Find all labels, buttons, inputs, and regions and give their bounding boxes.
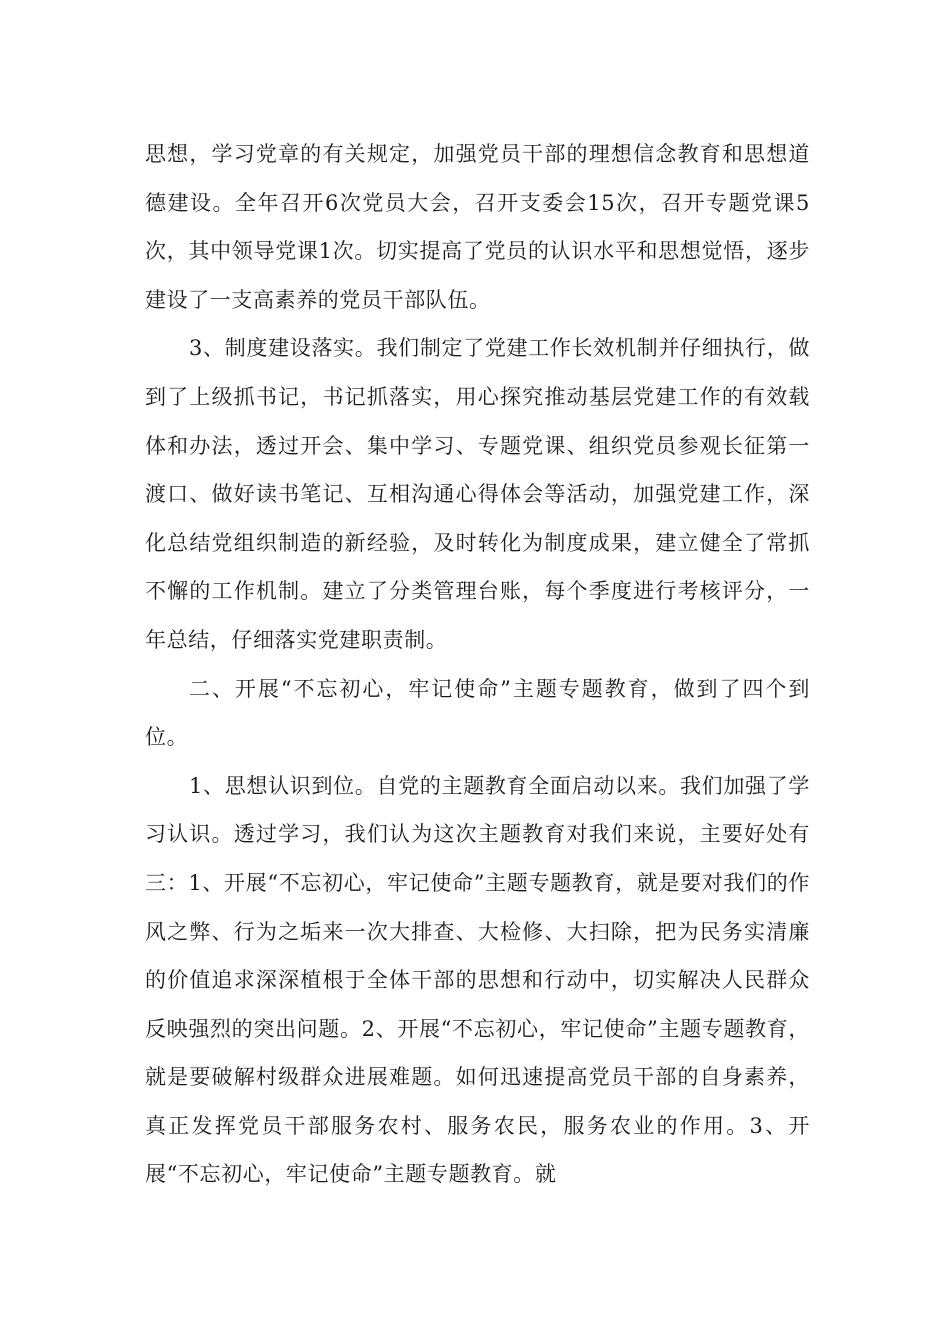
document-body — [145, 130, 810, 1199]
paragraph-2: 3、制度建设落实。我们制定了党建工作长效机制并仔细执行，做到了上级抓书记，书记抓落实，用心探究推动基层党建工作的有效载体和办法，透过开会、集中学习、专题党课、组织党员参观长征第一渡口、做好读书笔记、互相沟通心得体会等活动，加强党建工作，深化总结党组织制造的新经验，及时转化为制度成果，建立健全了常抓不懈的工作机制。建立了分类管理台账，每个季度进行考核评分，一年总结，仔细落实党建职责制。 — [145, 336, 810, 652]
paragraph-3: 二、开展“不忘初心，牢记使命”主题专题教育，做到了四个到位。 — [145, 676, 810, 750]
paragraph-1: 思想，学习党章的有关规定，加强党员干部的理想信念教育和思想道德建设。全年召开6次党员大会，召开支委会15次，召开专题党课5次，其中领导党课1次。切实提高了党员的认识水平和思想觉悟，逐步建设了一支高素养的党员干部队伍。 — [145, 142, 810, 312]
paragraph-4: 1、思想认识到位。自党的主题教育全面启动以来。我们加强了学习认识。透过学习，我们认为这次主题教育对我们来说，主要好处有三：1、开展“不忘初心，牢记使命”主题专题教育，就是要对我们的作风之弊、行为之垢来一次大排查、大检修、大扫除，把为民务实清廉的价值追求深深植根于全体干部的思想和行动中，切实解决人民群众反映强烈的突出问题。2、开展“不忘初心，牢记使命”主题专题教育，就是要破解村级群众进展难题。如何迅速提高党员干部的自身素养，真正发挥党员干部服务农村、服务农民，服务农业的作用。3、开展“不忘初心，牢记使命”主题专题教育。就 — [145, 773, 810, 1187]
